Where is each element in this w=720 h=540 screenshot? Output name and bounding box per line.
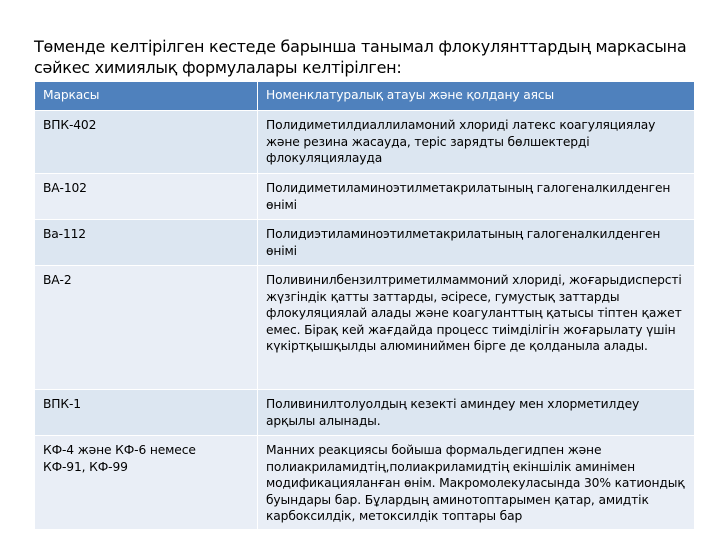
cell-mark: ВПК-1 bbox=[35, 390, 258, 436]
cell-mark: ВА-102 bbox=[35, 174, 258, 220]
cell-mark: ВА-2 bbox=[35, 266, 258, 390]
header-mark: Маркасы bbox=[35, 82, 258, 111]
table-header-row bbox=[35, 82, 695, 111]
cell-mark: КФ-4 және КФ-6 немесе КФ-91, КФ-99 bbox=[35, 436, 258, 530]
header-description: Номенклатуралық атауы және қолдану аясы bbox=[258, 82, 695, 111]
flocculant-table bbox=[34, 81, 695, 530]
cell-description: Полидиэтиламиноэтилметакрилатының галогеналкилденген өнімі bbox=[258, 220, 695, 266]
table-row bbox=[35, 390, 695, 436]
cell-mark: Ва-112 bbox=[35, 220, 258, 266]
cell-description: Манних реакциясы бойыша формальдегидпен және полиакриламидтің,полиакриламидтің екіншілік аминімен модификацияланған өнім. Макромолекуласында 30% катиондық буындары бар. Бұлардың аминотоптарымен қатар, амидтік карбоксилдік, метоксилдік топтары бар bbox=[258, 436, 695, 530]
cell-description: Поливинилбензилтриметилмаммоний хлориді, жоғарыдисперсті жүзгіндік қатты заттарды, әсіресе, гумустық заттарды флокуляциялай алады және коагуланттың қатысы тіптен қажет емес. Бірақ кей жағдайда процесс тиімділігін жоғарылату үшін күкіртқышқылды алюминиймен бірге де қолданыла алады. bbox=[258, 266, 695, 390]
cell-description: Поливинилтолуолдың кезекті аминдеу мен хлорметилдеу арқылы алынады. bbox=[258, 390, 695, 436]
table-row bbox=[35, 111, 695, 174]
table-row bbox=[35, 266, 695, 390]
intro-paragraph: Төменде келтірілген кестеде барынша танымал флокулянттардың маркасына сәйкес химиялық формулалары келтірілген: bbox=[34, 37, 687, 77]
table-row bbox=[35, 436, 695, 530]
cell-description: Полидиметилдиаллиламоний хлориді латекс коагуляциялау және резина жасауда, теріс зарядты бөлшектерді флокуляциялауда bbox=[258, 111, 695, 174]
cell-description: Полидиметиламиноэтилметакрилатының галогеналкилденген өнімі bbox=[258, 174, 695, 220]
table-row bbox=[35, 174, 695, 220]
cell-mark: ВПК-402 bbox=[35, 111, 258, 174]
table-row bbox=[35, 220, 695, 266]
